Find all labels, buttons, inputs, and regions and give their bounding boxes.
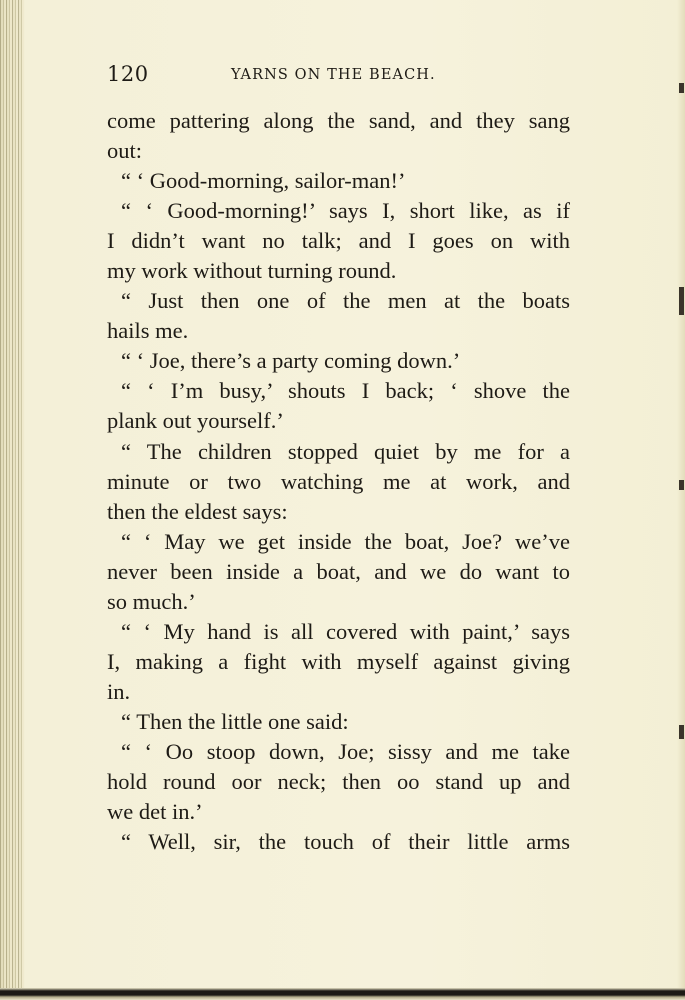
page-right-edge [677,0,685,1000]
text-line: “ ‘ Joe, there’s a party coming down.’ [121,348,461,374]
text-line: plank out yourself.’ [107,408,284,434]
text-line: I, making a fight with myself against giving [107,648,570,674]
text-line: “ ‘ Good-morning, sailor-man!’ [121,168,406,194]
text-line: then the eldest says: [107,498,288,524]
text-line: “ ‘ Oo stoop down, Joe; sissy and me take [121,738,570,764]
text-line: minute or two watching me at work, and [107,468,570,494]
text-line: “ Just then one of the men at the boats [121,288,570,314]
text-line: come pattering along the sand, and they sang [107,108,570,133]
text-line: “ Then the little one said: [121,708,349,734]
text-line: “ ‘ Good-morning!’ says I, short like, as if [121,198,570,224]
page-number: 120 [107,62,149,86]
text-line: in. [107,678,131,704]
text-line: my work without turning round. [107,258,397,284]
text-line: we det in.’ [107,799,203,825]
page-body-text [107,106,570,857]
page-edge-mark [679,287,684,315]
text-line: never been inside a boat, and we do want to [107,558,570,584]
bottom-edge [0,988,685,1000]
text-line: “ Well, sir, the touch of their little arms [121,829,570,855]
page-binding-gutter [0,0,24,1000]
text-line: hold round oor neck; then oo stand up and [107,769,570,795]
text-line: hails me. [107,318,189,344]
page-edge-mark [679,480,684,490]
text-line: out: [107,138,143,164]
page-edge-mark [679,725,684,739]
page-header [107,62,570,92]
text-line: so much.’ [107,588,196,614]
text-line: “ The children stopped quiet by me for a [121,438,570,464]
text-line: “ ‘ I’m busy,’ shouts I back; ‘ shove the [121,378,570,404]
running-head: YARNS ON THE BEACH. [231,67,436,83]
page-edge-mark [679,83,684,93]
text-line: “ ‘ May we get inside the boat, Joe? we’ve [121,528,570,554]
text-line: “ ‘ My hand is all covered with paint,’ says [121,618,570,644]
text-line: I didn’t want no talk; and I goes on with [107,228,570,254]
